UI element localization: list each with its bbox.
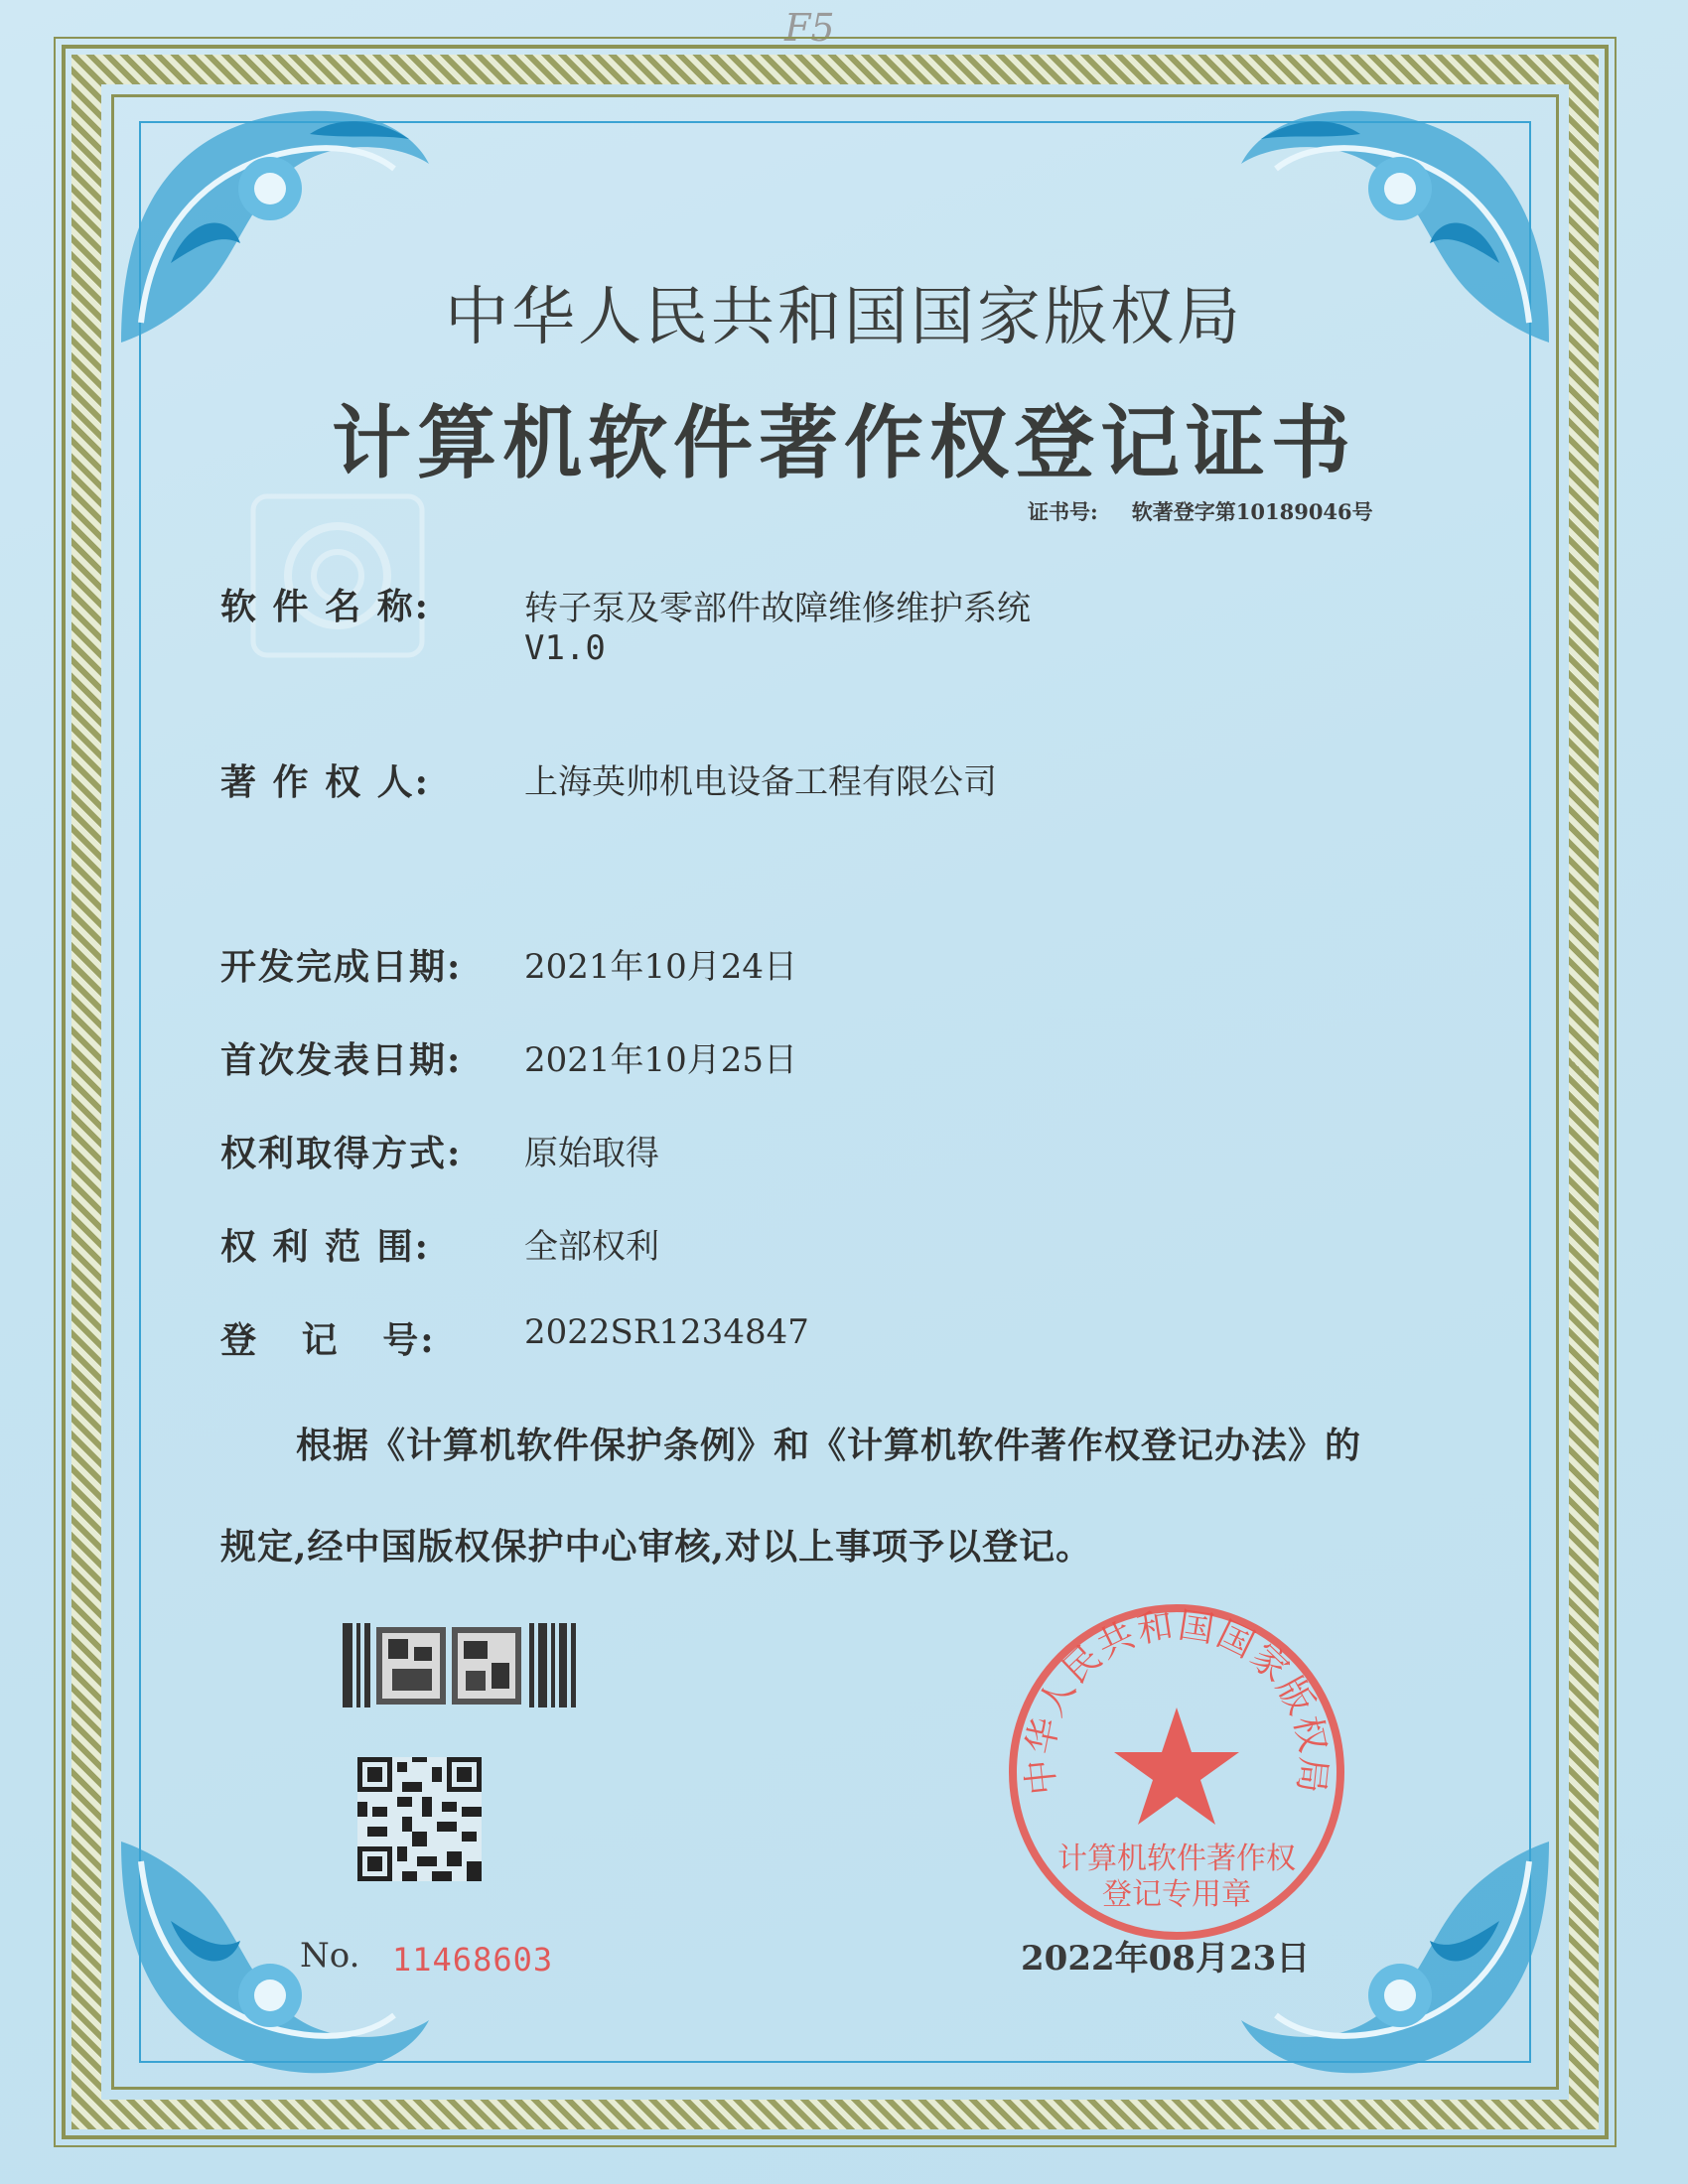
field-value-software-name: 转子泵及零部件故障维修维护系统 <box>524 589 1031 628</box>
serial-label: No. <box>300 1936 360 1976</box>
field-value-completion-date: 2021年10月24日 <box>524 947 798 987</box>
certificate-number-value: 软著登字第10189046号 <box>1131 499 1373 524</box>
issuing-authority: 中华人民共和国国家版权局 <box>445 281 1243 354</box>
field-label-rights-scope: 权 利 范 围: <box>220 1226 430 1268</box>
official-seal <box>1003 1598 1350 1946</box>
field-value-rights-scope: 全部权利 <box>524 1227 659 1267</box>
field-value-software-version: V1.0 <box>524 628 606 668</box>
field-label-acquisition-method: 权利取得方式: <box>220 1133 463 1174</box>
field-value-copyright-owner: 上海英帅机电设备工程有限公司 <box>524 762 997 802</box>
certificate-number <box>1028 496 1373 526</box>
field-value-publication-date: 2021年10月25日 <box>524 1040 798 1080</box>
field-label-copyright-owner: 著 作 权 人: <box>220 761 430 803</box>
handwritten-mark: F5 <box>784 6 835 50</box>
field-value-registration-number: 2022SR1234847 <box>524 1312 809 1352</box>
statement-line-1: 根据《计算机软件保护条例》和《计算机软件著作权登记办法》的 <box>296 1425 1362 1466</box>
certificate-title: 计算机软件著作权登记证书 <box>332 396 1356 489</box>
field-label-software-name: 软 件 名 称: <box>220 586 430 627</box>
barcode <box>343 1623 581 1707</box>
field-label-completion-date: 开发完成日期: <box>220 946 463 988</box>
qr-code <box>357 1757 482 1881</box>
seal-outer-text: 中华人民共和国国家版权局 <box>1019 1604 1335 1798</box>
seal-inner-line-1: 计算机软件著作权 <box>1057 1842 1296 1876</box>
statement-line-2: 规定,经中国版权保护中心审核,对以上事项予以登记。 <box>220 1526 1093 1568</box>
field-value-acquisition-method: 原始取得 <box>524 1134 659 1173</box>
issue-date: 2022年08月23日 <box>1021 1939 1311 1979</box>
certificate-number-label: 证书号: <box>1028 499 1098 524</box>
field-label-publication-date: 首次发表日期: <box>220 1039 463 1081</box>
field-label-registration-number: 登 记 号: <box>220 1319 436 1361</box>
serial-number: 11468603 <box>392 1941 554 1979</box>
seal-inner-line-2: 登记专用章 <box>1102 1877 1251 1912</box>
emblem-watermark <box>248 491 427 660</box>
